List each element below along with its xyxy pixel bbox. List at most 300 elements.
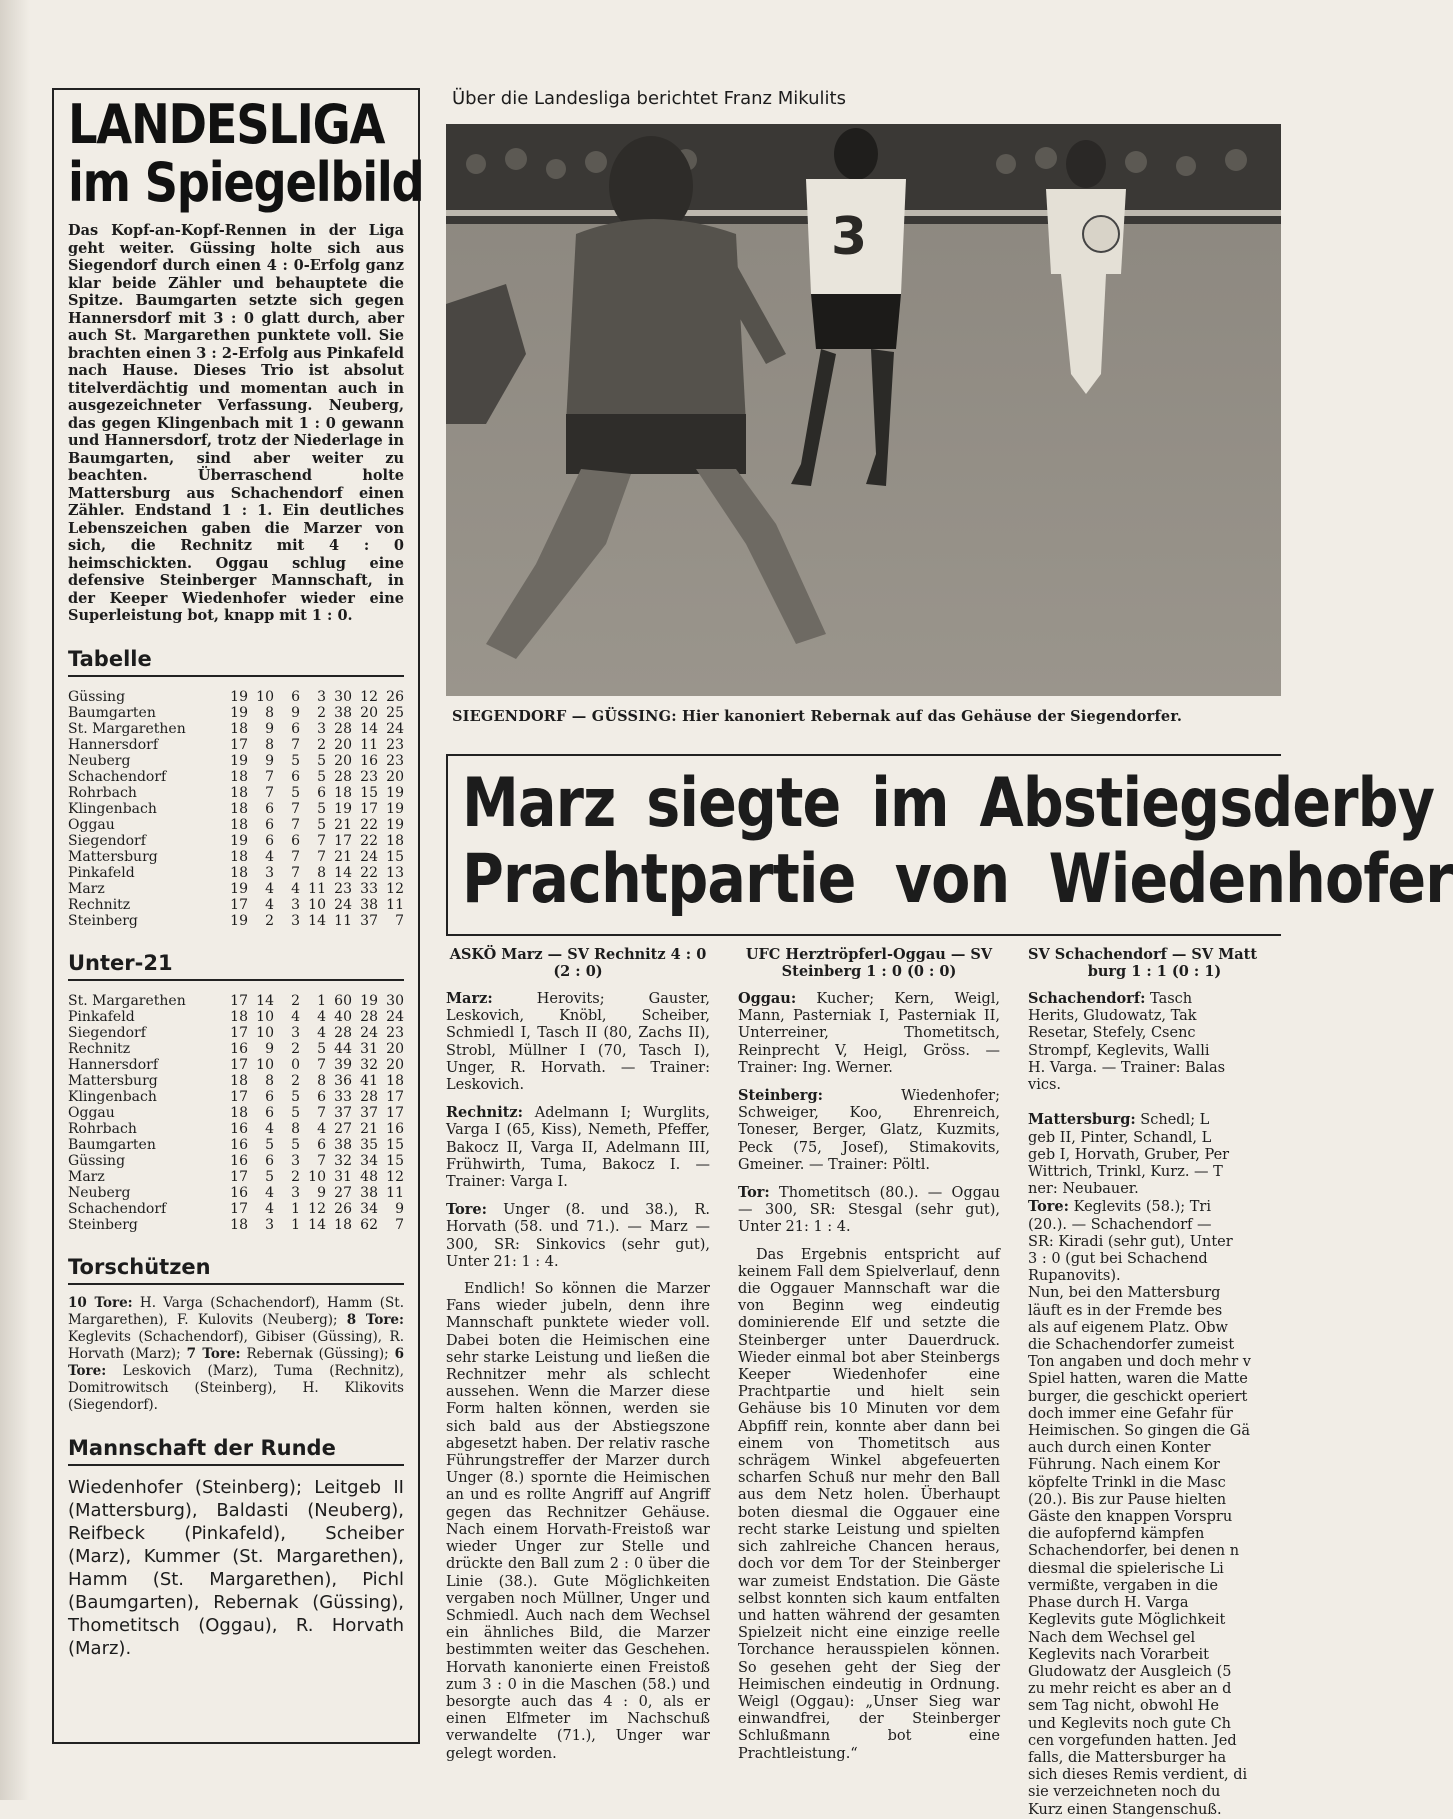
stat-cell: 18 [230, 1216, 248, 1233]
team-name: Mattersburg [68, 1072, 158, 1089]
scorers-6-names: Leskovich (Marz), Tuma (Rechnitz), Domitrowitsch (Steinberg), H. Klikovits (Siegendorf). [68, 1362, 404, 1413]
table-row [68, 865, 404, 881]
stat-cell: 10 [256, 1024, 274, 1041]
stat-cell: 19 [230, 832, 248, 849]
stat-cell: 5 [291, 752, 300, 769]
table-row [68, 1169, 404, 1185]
team-name: Klingenbach [68, 800, 157, 817]
stat-cell: 18 [230, 848, 248, 865]
stat-cell: 22 [360, 816, 378, 833]
text-line: Schachendorf: Tasch [1028, 990, 1193, 1007]
standings-table [68, 689, 404, 929]
stat-cell: 7 [291, 736, 300, 753]
table-row [68, 881, 404, 897]
text-line: doch immer eine Gefahr für [1028, 1405, 1233, 1422]
stat-cell: 19 [230, 912, 248, 929]
stat-cell: 7 [317, 1152, 326, 1169]
stat-cell: 3 [317, 720, 326, 737]
stat-cell: 3 [291, 1184, 300, 1201]
text-line: vermißte, vergaben in die [1028, 1577, 1218, 1594]
match-result: burg 1 : 1 (0 : 1) [1087, 963, 1222, 980]
stat-cell: 28 [360, 1088, 378, 1105]
stat-cell: 17 [230, 1088, 248, 1105]
stat-cell: 19 [386, 816, 404, 833]
stat-cell: 34 [360, 1200, 378, 1217]
stat-cell: 32 [334, 1152, 352, 1169]
table-row [68, 737, 404, 753]
stat-cell: 62 [360, 1216, 378, 1233]
match-halftime: (2 : 0) [553, 963, 603, 980]
stat-cell: 2 [317, 704, 326, 721]
stat-cell: 18 [386, 1072, 404, 1089]
scorers-10-names: H. Varga (Schachendorf), Hamm (St. Margarethen), F. Kulovits (Neuberg); [68, 1294, 404, 1328]
scorers-7-names: Rebernak (Güssing); [240, 1345, 395, 1362]
stat-cell: 19 [230, 880, 248, 897]
stat-cell: 16 [386, 1120, 404, 1137]
stat-cell: 16 [230, 1136, 248, 1153]
stat-cell: 38 [360, 896, 378, 913]
stat-cell: 11 [386, 896, 404, 913]
match-heading-schachendorf [1028, 946, 1281, 980]
report-schachendorf [1028, 990, 1281, 1819]
text-line: Wittrich, Trinkl, Kurz. — T [1028, 1164, 1223, 1181]
table-row [68, 753, 404, 769]
stat-cell: 27 [334, 1184, 352, 1201]
text-line: die Schachendorfer zumeist [1028, 1337, 1235, 1354]
goals-oggau [738, 1184, 1000, 1237]
stat-cell: 10 [256, 1056, 274, 1073]
team-name: Marz [68, 880, 105, 897]
stat-cell: 18 [230, 768, 248, 785]
stat-cell: 3 [265, 864, 274, 881]
stat-cell: 20 [386, 1056, 404, 1073]
stat-cell: 18 [230, 1008, 248, 1025]
stat-cell: 3 [291, 1152, 300, 1169]
stat-cell: 5 [291, 784, 300, 801]
stat-cell: 20 [386, 1040, 404, 1057]
match-heading-oggau: UFC Herztröpferl-Oggau — SV Steinberg 1 : 0 (0 : 0) [745, 946, 993, 980]
article-column-2 [738, 946, 1000, 1773]
goals-text: Thometitsch (80.). — Oggau — 300, SR: Stesgal (sehr gut), Unter 21: 1 : 4. [738, 1185, 1000, 1236]
stat-cell: 37 [334, 1104, 352, 1121]
match-photo-image [446, 124, 1281, 696]
stat-cell: 6 [317, 784, 326, 801]
stat-cell: 5 [317, 1040, 326, 1057]
lineup-steinberg [738, 1087, 1000, 1174]
stat-cell: 5 [291, 1136, 300, 1153]
text-line: die aufopfernd kämpfen [1028, 1526, 1205, 1543]
stat-cell: 48 [360, 1168, 378, 1185]
stat-cell: 16 [230, 1040, 248, 1057]
lineup-oggau [738, 990, 1000, 1077]
text-line: (20.). — Schachendorf — [1028, 1216, 1212, 1233]
stat-cell: 3 [291, 912, 300, 929]
team-name: Siegendorf [68, 832, 146, 849]
team-name: Rohrbach [68, 1120, 137, 1137]
stat-cell: 12 [360, 688, 378, 705]
text-line: SR: Kiradi (sehr gut), Unter [1028, 1233, 1233, 1250]
stat-cell: 30 [334, 688, 352, 705]
sidebar-intro: Das Kopf-an-Kopf-Rennen in der Liga geht weiter. Güssing holte sich aus Siegendorf durch einen 4 : 0-Erfolg ganz klar beide Zähler und behauptete die Spitze. Baumgarten setzte sich gegen Hannersdorf mit 3 : 0 glatt durch, aber auch St. Margarethen punktete voll. Sie brachten einen 3 : 2-Erfolg aus Pinkafeld nach Hause. Dieses Trio ist absolut titelverdächtig und momentan auch in ausgezeichneter Verfassung. Neuberg, das gegen Klingenbach mit 1 : 0 gewann und Hannersdorf, trotz der Niederlage in Baumgarten, sind aber weiter zu beachten. Überraschend holte Mattersburg aus Schachendorf einen Zähler. Endstand 1 : 1. Ein deutliches Lebenszeichen gaben die Marzer von sich, die Rechnitz mit 4 : 0 heimschickten. Oggau schlug eine defensive Steinberger Mannschaft, in der Keeper Wiedenhofer wieder eine Superleistung bot, knapp mit 1 : 0. [68, 222, 404, 624]
table-row [68, 913, 404, 929]
text-line: Resetar, Stefely, Csenc [1028, 1025, 1196, 1042]
scorers-8-names: Keglevits (Schachendorf), Gibiser (Güssing), R. Horvath (Marz); [68, 1328, 404, 1362]
text-line: burger, die geschickt operiert [1028, 1388, 1248, 1405]
stat-cell: 11 [308, 880, 326, 897]
text-line [1028, 1094, 1281, 1111]
stat-cell: 4 [265, 896, 274, 913]
stat-cell: 9 [317, 1184, 326, 1201]
stat-cell: 39 [334, 1056, 352, 1073]
stat-cell: 19 [230, 704, 248, 721]
text-line: H. Varga. — Trainer: Balas [1028, 1059, 1226, 1076]
stat-cell: 0 [291, 1056, 300, 1073]
team-name: Oggau [68, 1104, 115, 1121]
table-row [68, 1025, 404, 1041]
match-title: ASKÖ Marz — SV Rechnitz 4 : 0 [449, 946, 707, 963]
stat-cell: 4 [265, 1200, 274, 1217]
page-edge-shadow [0, 0, 30, 1800]
team-name: Neuberg [68, 752, 131, 769]
stat-cell: 28 [360, 1008, 378, 1025]
stat-cell: 4 [265, 848, 274, 865]
stat-cell: 4 [291, 880, 300, 897]
team-name: Rechnitz [68, 896, 131, 913]
stat-cell: 8 [317, 1072, 326, 1089]
scorers-heading: Torschützen [68, 1255, 404, 1285]
stat-cell: 15 [386, 1152, 404, 1169]
u21-heading: Unter-21 [68, 951, 404, 981]
stat-cell: 17 [386, 1104, 404, 1121]
table-row [68, 801, 404, 817]
stat-cell: 17 [334, 832, 352, 849]
scorers-7-label: 7 Tore: [186, 1345, 241, 1362]
stat-cell: 36 [334, 1072, 352, 1089]
table-row [68, 705, 404, 721]
stat-cell: 4 [317, 1024, 326, 1041]
text-line: sie verzeichneten noch du [1028, 1784, 1221, 1801]
lineup-label: Steinberg: [738, 1087, 823, 1105]
stat-cell: 7 [317, 1104, 326, 1121]
stat-cell: 8 [291, 1120, 300, 1137]
headline-line1: Marz siegte im Abstiegsderby [462, 764, 1435, 843]
text-line: sem Tag nicht, obwohl He [1028, 1698, 1219, 1715]
stat-cell: 8 [265, 1072, 274, 1089]
text-line: vics. [1028, 1077, 1062, 1094]
stat-cell: 11 [360, 736, 378, 753]
stat-cell: 9 [265, 752, 274, 769]
stat-cell: 31 [360, 1040, 378, 1057]
stat-cell: 7 [395, 1216, 404, 1233]
stat-cell: 20 [334, 752, 352, 769]
lineup-label: Marz: [446, 990, 493, 1007]
text-line: auch durch einen Konter [1028, 1440, 1211, 1457]
stat-cell: 25 [386, 704, 404, 721]
team-name: Hannersdorf [68, 1056, 159, 1073]
text-line: Gäste den knappen Vorspru [1028, 1509, 1233, 1526]
text-line: sich dieses Remis verdient, di [1028, 1767, 1248, 1784]
stat-cell: 19 [386, 784, 404, 801]
table-row [68, 993, 404, 1009]
stat-cell: 7 [265, 784, 274, 801]
stat-cell: 6 [291, 720, 300, 737]
stat-cell: 17 [230, 736, 248, 753]
stat-cell: 7 [291, 800, 300, 817]
stat-cell: 23 [386, 736, 404, 753]
stat-cell: 14 [360, 720, 378, 737]
table-row [68, 1121, 404, 1137]
goals-label: Tore: [446, 1201, 488, 1219]
text-line: geb II, Pinter, Schandl, L [1028, 1129, 1212, 1146]
report-marz: Endlich! So können die Marzer Fans wieder jubeln, denn ihre Mannschaft punktete wieder voll. Dabei boten die Heimischen eine sehr starke Leistung und ließen die Rechnitzer mehr als schlecht aussehen. Wenn die Marzer diese Form halten können, werden sie sich bald aus der Abstiegszone abgesetzt haben. Der relativ rasche Führungstreffer der Marzer durch Unger (8.) spornte die Heimischen an und es rollte Angriff auf Angriff gegen das Rechnitzer Gehäuse. Nach einem Horvath-Freistoß war wieder Unger zur Stelle und drückte den Ball zum 2 : 0 über die Linie (38.). Gute Möglichkeiten vergaben noch Müllner, Unger und Schmiedl. Auch nach dem Wechsel ein ähnliches Bild, die Marzer bestimmten weiter das Geschehen. Horvath kanonierte einen Freistoß zum 3 : 0 in die Maschen (58.) und besorgte auch das 4 : 0, als er einen Elfmeter im Nachschuß verwandelte (71.), Unger war gelegt worden. [446, 1281, 710, 1762]
stat-cell: 24 [360, 1024, 378, 1041]
goals-marz [446, 1201, 710, 1271]
stat-cell: 18 [386, 832, 404, 849]
stat-cell: 5 [291, 1104, 300, 1121]
text-line: Schachendorfer, bei denen n [1028, 1543, 1240, 1560]
stat-cell: 24 [360, 848, 378, 865]
stat-cell: 2 [291, 1168, 300, 1185]
scorers-6-label: 6 Tore: [68, 1345, 404, 1379]
stat-cell: 3 [291, 1024, 300, 1041]
team-name: Klingenbach [68, 1088, 157, 1105]
stat-cell: 10 [308, 1168, 326, 1185]
stat-cell: 28 [334, 720, 352, 737]
stat-cell: 4 [265, 1120, 274, 1137]
table-row [68, 1105, 404, 1121]
stat-cell: 4 [291, 1008, 300, 1025]
lineup-text: Adelmann I; Wurglits, Varga I (65, Kiss), Nemeth, Pfeffer, Bakocz II, Varga II, Adelmann III, Frühwirth, Tuma, Bakocz I. — Trainer: Varga I. [446, 1105, 710, 1191]
headline-line2: Prachtpartie von Wiedenhofer [462, 840, 1453, 919]
stat-cell: 2 [265, 912, 274, 929]
stat-cell: 7 [317, 832, 326, 849]
stat-cell: 15 [386, 1136, 404, 1153]
stat-cell: 18 [334, 784, 352, 801]
stat-cell: 21 [334, 816, 352, 833]
stat-cell: 7 [265, 768, 274, 785]
stat-cell: 9 [395, 1200, 404, 1217]
stat-cell: 4 [317, 1120, 326, 1137]
text-line: Heimischen. So gingen die Gä [1028, 1423, 1250, 1440]
team-name: Schachendorf [68, 768, 167, 785]
stat-cell: 12 [386, 1168, 404, 1185]
text-line: diesmal die spielerische Li [1028, 1560, 1224, 1577]
table-row [68, 1089, 404, 1105]
text-line: und Keglevits noch gute Ch [1028, 1715, 1232, 1732]
table-row [68, 1185, 404, 1201]
stat-cell: 37 [360, 1104, 378, 1121]
team-name: Mattersburg [68, 848, 158, 865]
stat-cell: 20 [360, 704, 378, 721]
stat-cell: 14 [334, 864, 352, 881]
stat-cell: 12 [386, 880, 404, 897]
text-line: Tore: Keglevits (58.); Tri [1028, 1198, 1211, 1216]
stat-cell: 44 [334, 1040, 352, 1057]
team-name: Pinkafeld [68, 1008, 135, 1025]
team-name: Güssing [68, 1152, 126, 1169]
table-heading: Tabelle [68, 647, 404, 677]
text-line: Keglevits nach Vorarbeit [1028, 1646, 1209, 1663]
stat-cell: 23 [386, 752, 404, 769]
stat-cell: 8 [265, 704, 274, 721]
stat-cell: 7 [317, 848, 326, 865]
lineup-text: Herovits; Gauster, Leskovich, Knöbl, Scheiber, Schmiedl I, Tasch II (80, Zachs II), Strobl, Müllner I (70, Tasch I), Unger, R. Horvath. — Trainer: Leskovich. [446, 991, 710, 1094]
stat-cell: 6 [317, 1088, 326, 1105]
stat-cell: 38 [334, 704, 352, 721]
table-row [68, 849, 404, 865]
text-line: Keglevits gute Möglichkeit [1028, 1612, 1226, 1629]
stat-cell: 12 [308, 1200, 326, 1217]
text-line: Führung. Nach einem Kor [1028, 1457, 1220, 1474]
stat-cell: 5 [317, 816, 326, 833]
stat-cell: 17 [230, 1056, 248, 1073]
lineup-marz [446, 990, 710, 1094]
stat-cell: 16 [230, 1184, 248, 1201]
stat-cell: 33 [360, 880, 378, 897]
stat-cell: 17 [230, 1024, 248, 1041]
stat-cell: 30 [386, 992, 404, 1009]
stat-cell: 10 [256, 688, 274, 705]
stat-cell: 7 [291, 848, 300, 865]
byline: Über die Landesliga berichtet Franz Mikulits [452, 88, 846, 109]
stat-cell: 10 [308, 896, 326, 913]
text-line: Nach dem Wechsel gel [1028, 1629, 1196, 1646]
stat-cell: 40 [334, 1008, 352, 1025]
stat-cell: 6 [265, 1088, 274, 1105]
team-name: St. Margarethen [68, 992, 186, 1009]
stat-cell: 22 [360, 832, 378, 849]
team-name: Baumgarten [68, 1136, 156, 1153]
team-name: Steinberg [68, 1216, 138, 1233]
stat-cell: 14 [256, 992, 274, 1009]
stat-cell: 32 [360, 1056, 378, 1073]
lineup-rechnitz [446, 1104, 710, 1191]
text-line: Ton angaben und doch mehr v [1028, 1354, 1251, 1371]
text-line: Strompf, Keglevits, Walli [1028, 1042, 1210, 1059]
stat-cell: 9 [265, 720, 274, 737]
text-line: zu mehr reicht es aber an d [1028, 1681, 1232, 1698]
stat-cell: 2 [291, 1072, 300, 1089]
u21-standings-table [68, 993, 404, 1233]
lineup-text: Kucher; Kern, Weigl, Mann, Pasterniak I, Pasterniak II, Unterreiner, Thometitsch, Reinprecht V, Heigl, Gröss. — Trainer: Ing. Werner. [738, 991, 1000, 1076]
stat-cell: 20 [334, 736, 352, 753]
stat-cell: 19 [230, 752, 248, 769]
stat-cell: 23 [386, 1024, 404, 1041]
team-name: Hannersdorf [68, 736, 159, 753]
stat-cell: 18 [230, 800, 248, 817]
stat-cell: 4 [317, 1008, 326, 1025]
stat-cell: 10 [256, 1008, 274, 1025]
stat-cell: 3 [317, 688, 326, 705]
team-name: Pinkafeld [68, 864, 135, 881]
stat-cell: 1 [291, 1216, 300, 1233]
text-line: läuft es in der Fremde bes [1028, 1302, 1223, 1319]
team-name: Neuberg [68, 1184, 131, 1201]
stat-cell: 16 [230, 1120, 248, 1137]
team-name: Siegendorf [68, 1024, 146, 1041]
stat-cell: 17 [230, 992, 248, 1009]
stat-cell: 3 [291, 896, 300, 913]
report-oggau: Das Ergebnis entspricht auf keinem Fall dem Spielverlauf, denn die Oggauer Mannschaft war die von Beginn weg eindeutig dominierende Elf und setzte die Steinberger unter Dauerdruck. Wieder einmal bot aber Steinbergs Keeper Wiedenhofer eine Prachtpartie und hielt sein Gehäuse bis 10 Minuten vor dem Abpfiff rein, konnte aber dann bei einem von Thometitsch aus schrägem Winkel abgefeuerten scharfen Schuß nur mehr den Ball aus dem Netz holen. Überhaupt boten diesmal die Oggauer eine recht starke Leistung und spielten sich zahlreiche Chancen heraus, doch vor dem Tor der Steinberger war zumeist Endstation. Die Gäste selbst konnten sich kaum entfalten und hatten während der gesamten Spielzeit nicht eine einzige reelle Torchance herausspielen können. So gesehen geht der Sieg der Heimischen eindeutig in Ordnung. Weigl (Oggau): „Unser Sieg war einwandfrei, der Steinberger Schlußmann bot eine Prachtleistung.“ [738, 1246, 1000, 1762]
stat-cell: 6 [291, 688, 300, 705]
headline-box [446, 754, 1453, 936]
stat-cell: 6 [291, 832, 300, 849]
stat-cell: 18 [230, 816, 248, 833]
match-title: SV Schachendorf — SV Matt [1028, 946, 1258, 963]
stat-cell: 7 [291, 816, 300, 833]
table-row [68, 785, 404, 801]
text-line: Kurz einen Stangenschuß. [1028, 1801, 1222, 1818]
sidebar-title-line2: im Spiegelbild [68, 151, 424, 214]
text-line: ner: Neubauer. [1028, 1181, 1139, 1198]
team-of-round-text: Wiedenhofer (Steinberg); Leitgeb II (Mattersburg), Baldasti (Neuberg), Reifbeck (Pinkafeld), Scheiber (Marz), Kummer (St. Margarethen), Hamm (St. Margarethen), Pichl (Baumgarten), Rebernak (Güssing), Thometitsch (Oggau), R. Horvath (Marz). [68, 1476, 404, 1659]
stat-cell: 2 [291, 1040, 300, 1057]
match-photo [446, 124, 1281, 696]
stat-cell: 7 [395, 912, 404, 929]
scorers-10-label: 10 Tore: [68, 1294, 133, 1311]
stat-cell: 14 [308, 912, 326, 929]
text-line: Mattersburg: Schedl; L [1028, 1111, 1210, 1129]
stat-cell: 9 [265, 1040, 274, 1057]
table-row [68, 1217, 404, 1233]
stat-cell: 19 [334, 800, 352, 817]
stat-cell: 18 [230, 784, 248, 801]
stat-cell: 7 [291, 864, 300, 881]
stat-cell: 17 [230, 896, 248, 913]
stat-cell: 6 [291, 768, 300, 785]
text-line: als auf eigenem Platz. Obw [1028, 1319, 1228, 1336]
photo-caption: SIEGENDORF — GÜSSING: Hier kanoniert Rebernak auf das Gehäuse der Siegendorfer. [452, 708, 1183, 725]
svg-text:3: 3 [831, 207, 868, 267]
stat-cell: 60 [334, 992, 352, 1009]
stat-cell: 38 [360, 1184, 378, 1201]
stat-cell: 17 [230, 1200, 248, 1217]
stat-cell: 31 [334, 1168, 352, 1185]
table-row [68, 1137, 404, 1153]
stat-cell: 17 [360, 800, 378, 817]
team-name: Güssing [68, 688, 126, 705]
stat-cell: 17 [230, 1168, 248, 1185]
stat-cell: 18 [230, 864, 248, 881]
team-name: Baumgarten [68, 704, 156, 721]
article-column-3 [1028, 946, 1281, 1818]
stat-cell: 21 [334, 848, 352, 865]
text-line: 3 : 0 (gut bei Schachend [1028, 1251, 1208, 1268]
stat-cell: 27 [334, 1120, 352, 1137]
text-line: falls, die Mattersburger ha [1028, 1749, 1227, 1766]
lineup-label: Oggau: [738, 990, 797, 1007]
stat-cell: 5 [317, 800, 326, 817]
stat-cell: 16 [230, 1152, 248, 1169]
table-row [68, 833, 404, 849]
sidebar-title-line1: LANDESLIGA [68, 93, 385, 156]
stat-cell: 11 [386, 1184, 404, 1201]
table-row [68, 769, 404, 785]
sidebar-box [52, 88, 424, 1744]
stat-cell: 3 [265, 1216, 274, 1233]
text-line: cen vorgefunden hatten. Jed [1028, 1732, 1237, 1749]
table-row [68, 689, 404, 705]
stat-cell: 11 [334, 912, 352, 929]
stat-cell: 28 [334, 768, 352, 785]
stat-cell: 20 [386, 768, 404, 785]
table-row [68, 817, 404, 833]
stat-cell: 41 [360, 1072, 378, 1089]
stat-cell: 28 [334, 1024, 352, 1041]
scorers-text [68, 1295, 404, 1414]
stat-cell: 21 [360, 1120, 378, 1137]
text-line: köpfelte Trinkl in die Masc [1028, 1474, 1226, 1491]
